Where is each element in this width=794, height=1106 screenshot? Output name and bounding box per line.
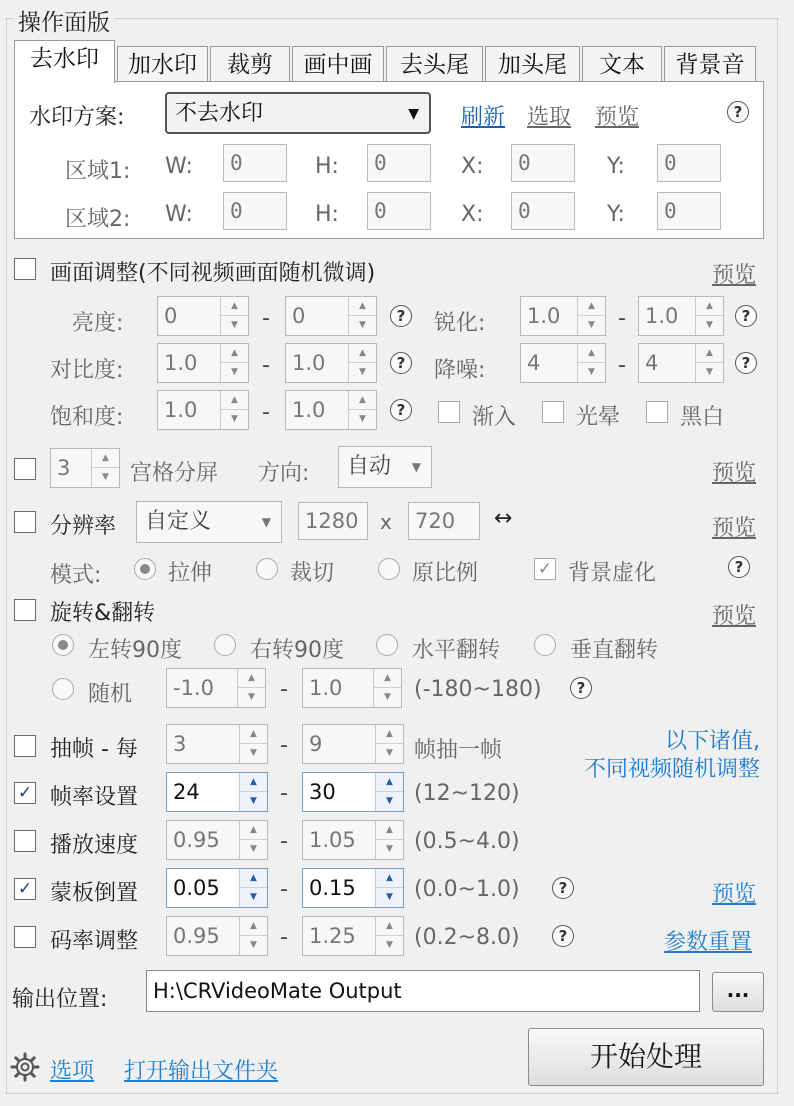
arrow-up-icon[interactable]: ▲ [221, 297, 248, 316]
tab-add-head-tail[interactable]: 加头尾 [485, 46, 580, 82]
denoise-min-spinner[interactable] [520, 343, 606, 383]
select-link[interactable]: 选取 [527, 105, 572, 130]
rotate-right-radio[interactable] [214, 634, 236, 656]
help-icon[interactable]: ? [570, 677, 592, 699]
bitrate-max-value: 1.25 [309, 924, 356, 948]
resolution-height-field[interactable]: 720 [408, 502, 480, 540]
spinner-buttons [375, 917, 403, 955]
grid-split-checkbox[interactable] [14, 458, 36, 480]
mode-stretch-radio[interactable] [134, 558, 156, 580]
chevron-down-icon: ▼ [261, 515, 271, 529]
frame-drop-min-spinner[interactable] [166, 724, 268, 764]
denoise-max-value: 4 [645, 351, 659, 375]
region2-w-label: W: [165, 202, 193, 227]
output-label: 输出位置: [12, 987, 108, 1012]
arrow-down-icon[interactable]: ▼ [376, 792, 403, 811]
spinner-buttons [239, 773, 267, 811]
mask-checkbox[interactable]: ✓ [14, 878, 36, 900]
arrow-down-icon[interactable]: ▼ [359, 414, 366, 424]
watermark-tab-body [14, 81, 764, 239]
framerate-checkbox[interactable]: ✓ [14, 782, 36, 804]
resolution-width-field[interactable]: 1280 [298, 502, 368, 540]
arrow-up-icon[interactable]: ▲ [221, 391, 248, 410]
range-dash: - [280, 925, 288, 950]
contrast-label: 对比度: [50, 358, 124, 383]
spinner-buttons [348, 391, 376, 429]
mask-max-spinner[interactable] [302, 868, 404, 908]
spinner-buttons [91, 449, 119, 487]
mode-crop-label: 裁切 [290, 561, 335, 586]
flip-v-label: 垂直翻转 [570, 638, 659, 663]
arrow-down-icon[interactable]: ▼ [386, 748, 393, 758]
range-dash: - [262, 353, 270, 378]
speed-checkbox[interactable] [14, 830, 36, 852]
region2-x-label: X: [461, 202, 484, 227]
scheme-value: 不去水印 [175, 101, 264, 126]
arrow-up-icon[interactable]: ▲ [349, 297, 376, 316]
spinner-buttons [375, 821, 403, 859]
arrow-up-icon[interactable]: ▲ [221, 344, 248, 363]
region1-label: 区域1: [65, 159, 131, 184]
arrow-down-icon[interactable]: ▼ [386, 940, 393, 950]
framerate-min-spinner[interactable] [166, 772, 268, 812]
picture-adjust-checkbox[interactable] [14, 258, 36, 280]
region2-h-label: H: [315, 202, 339, 227]
framerate-min-value: 24 [173, 780, 200, 804]
brightness-min-spinner[interactable] [157, 296, 249, 336]
direction-value: 自动 [347, 454, 392, 479]
sharpen-min-value: 1.0 [527, 304, 561, 328]
brightness-max-value: 0 [292, 304, 306, 328]
rotate-checkbox[interactable] [14, 599, 36, 621]
arrow-down-icon[interactable]: ▼ [231, 414, 238, 424]
sharpen-max-spinner[interactable] [638, 296, 724, 336]
arrow-up-icon[interactable]: ▲ [349, 391, 376, 410]
brightness-max-spinner[interactable] [285, 296, 377, 336]
arrow-up-icon[interactable]: ▲ [240, 821, 267, 840]
arrow-up-icon[interactable]: ▲ [240, 725, 267, 744]
picture-preview-link[interactable]: 预览 [712, 263, 757, 288]
resolution-preview-link[interactable]: 预览 [712, 516, 757, 541]
range-dash: - [262, 400, 270, 425]
range-dash: - [618, 306, 626, 331]
speed-max-value: 1.05 [309, 828, 356, 852]
spinner-buttons [373, 669, 401, 707]
grid-count-value: 3 [57, 456, 71, 480]
spinner-buttons [375, 725, 403, 763]
spinner-buttons [348, 297, 376, 335]
rotate-label: 旋转&翻转 [50, 601, 156, 626]
help-icon[interactable]: ? [735, 305, 757, 327]
region2-w-field[interactable]: 0 [223, 192, 287, 230]
scheme-label: 水印方案: [29, 105, 125, 130]
chevron-down-icon: ▼ [408, 106, 419, 122]
denoise-max-spinner[interactable] [638, 343, 724, 383]
range-dash: - [262, 306, 270, 331]
tab-text[interactable]: 文本 [582, 46, 662, 82]
arrow-up-icon[interactable]: ▲ [92, 449, 119, 468]
framerate-label: 帧率设置 [50, 785, 139, 810]
arrow-up-icon[interactable]: ▲ [374, 669, 401, 688]
resolution-preset-select[interactable] [136, 501, 282, 543]
mask-min-spinner[interactable] [166, 868, 268, 908]
frame-drop-label: 抽帧 - 每 [50, 737, 138, 762]
flip-h-radio[interactable] [376, 634, 398, 656]
arrow-up-icon[interactable]: ▲ [696, 297, 723, 316]
arrow-down-icon[interactable]: ▼ [588, 367, 595, 377]
grid-count-spinner[interactable] [50, 448, 120, 488]
denoise-label: 降噪: [434, 358, 486, 383]
frame-drop-suffix: 帧抽一帧 [414, 738, 503, 763]
arrow-up-icon[interactable]: ▲ [696, 344, 723, 363]
frame-drop-max-value: 9 [309, 732, 323, 756]
direction-label: 方向: [258, 461, 310, 486]
spinner-buttons [239, 917, 267, 955]
spinner-buttons [577, 297, 605, 335]
mask-min-value: 0.05 [173, 876, 220, 900]
resolution-checkbox[interactable] [14, 511, 36, 533]
arrow-up-icon[interactable]: ▲ [240, 917, 267, 936]
fade-in-label: 渐入 [472, 405, 517, 430]
arrow-up-icon[interactable]: ▲ [376, 869, 403, 888]
brightness-min-value: 0 [164, 304, 178, 328]
rotate-min-value: -1.0 [173, 676, 214, 700]
arrow-down-icon[interactable]: ▼ [376, 888, 403, 907]
spinner-buttons [348, 344, 376, 382]
sharpen-min-spinner[interactable] [520, 296, 606, 336]
saturation-max-value: 1.0 [292, 398, 326, 422]
bitrate-checkbox[interactable] [14, 926, 36, 948]
flip-v-radio[interactable] [534, 634, 556, 656]
saturation-max-spinner[interactable] [285, 390, 377, 430]
blur-bg-checkbox[interactable]: ✓ [534, 558, 556, 580]
rotate-left-radio[interactable] [52, 634, 74, 656]
random-note-line1: 以下诸值, [665, 729, 760, 754]
speed-min-spinner[interactable] [166, 820, 268, 860]
reset-params-link[interactable]: 参数重置 [664, 930, 753, 955]
rotate-min-spinner[interactable] [166, 668, 266, 708]
speed-range-label: (0.5~4.0) [414, 829, 520, 854]
region1-w-field[interactable]: 0 [223, 144, 287, 182]
flip-h-label: 水平翻转 [412, 638, 501, 663]
rotate-preview-link[interactable]: 预览 [712, 604, 757, 629]
spinner-buttons [237, 669, 265, 707]
picture-adjust-label: 画面调整(不同视频画面随机微调) [50, 261, 376, 286]
arrow-up-icon[interactable]: ▲ [578, 344, 605, 363]
spinner-buttons [220, 297, 248, 335]
sharpen-max-value: 1.0 [645, 304, 679, 328]
spinner-buttons [375, 773, 403, 811]
framerate-range-label: (12~120) [414, 781, 520, 806]
grid-preview-link[interactable]: 预览 [712, 461, 757, 486]
tab-trim[interactable]: 去头尾 [386, 46, 483, 82]
region1-x-field[interactable]: 0 [511, 144, 575, 182]
frame-drop-checkbox[interactable] [14, 735, 36, 757]
arrow-up-icon[interactable]: ▲ [238, 669, 265, 688]
fade-in-checkbox[interactable] [438, 401, 460, 423]
spinner-buttons [239, 869, 267, 907]
options-link[interactable]: 选项 [50, 1059, 95, 1084]
arrow-down-icon[interactable]: ▼ [240, 792, 267, 811]
mode-crop-radio[interactable] [256, 558, 278, 580]
region1-y-label: Y: [607, 154, 625, 179]
arrow-up-icon[interactable]: ▲ [240, 773, 267, 792]
saturation-min-value: 1.0 [164, 398, 198, 422]
help-icon[interactable]: ? [390, 352, 412, 374]
spinner-buttons [239, 821, 267, 859]
arrow-down-icon[interactable]: ▼ [359, 320, 366, 330]
tab-pip[interactable]: 画中画 [292, 46, 384, 82]
arrow-up-icon[interactable]: ▲ [376, 725, 403, 744]
arrow-down-icon[interactable]: ▼ [248, 692, 255, 702]
arrow-up-icon[interactable]: ▲ [376, 821, 403, 840]
output-path-field[interactable]: H:\CRVideoMate Output [146, 970, 700, 1012]
swap-icon[interactable]: ↔ [494, 506, 513, 531]
range-dash: - [280, 733, 288, 758]
halo-checkbox[interactable] [542, 401, 564, 423]
framerate-max-value: 30 [309, 780, 336, 804]
region1-h-label: H: [315, 154, 339, 179]
contrast-min-spinner[interactable] [157, 343, 249, 383]
bw-label: 黑白 [680, 405, 725, 430]
bitrate-range-label: (0.2~8.0) [414, 925, 520, 950]
help-icon[interactable]: ? [552, 925, 574, 947]
arrow-up-icon[interactable]: ▲ [376, 773, 403, 792]
range-dash: - [280, 829, 288, 854]
arrow-down-icon[interactable]: ▼ [250, 940, 257, 950]
bitrate-max-spinner[interactable] [302, 916, 404, 956]
frame-drop-max-spinner[interactable] [302, 724, 404, 764]
mask-preview-link[interactable]: 预览 [712, 882, 757, 907]
help-icon[interactable]: ? [390, 305, 412, 327]
random-note [560, 728, 760, 784]
rotate-left-label: 左转90度 [88, 638, 182, 663]
region2-h-field[interactable]: 0 [367, 192, 431, 230]
open-output-folder-link[interactable]: 打开输出文件夹 [124, 1059, 279, 1084]
browse-button[interactable]: ... [712, 972, 764, 1012]
random-note-line2: 不同视频随机调整 [583, 757, 760, 782]
start-button[interactable]: 开始处理 [528, 1028, 764, 1086]
speed-max-spinner[interactable] [302, 820, 404, 860]
help-icon[interactable]: ? [735, 352, 757, 374]
direction-select[interactable] [338, 446, 432, 488]
region1-y-field[interactable]: 0 [657, 144, 721, 182]
speed-label: 播放速度 [50, 833, 139, 858]
region2-x-field[interactable]: 0 [511, 192, 575, 230]
tab-bgm[interactable]: 背景音 [664, 46, 756, 82]
region2-y-field[interactable]: 0 [657, 192, 721, 230]
arrow-down-icon[interactable]: ▼ [588, 320, 595, 330]
arrow-down-icon[interactable]: ▼ [706, 367, 713, 377]
arrow-up-icon[interactable]: ▲ [376, 917, 403, 936]
region1-x-label: X: [461, 154, 484, 179]
saturation-min-spinner[interactable] [157, 390, 249, 430]
arrow-down-icon[interactable]: ▼ [231, 320, 238, 330]
spinner-buttons [220, 344, 248, 382]
arrow-down-icon[interactable]: ▼ [386, 844, 393, 854]
tab-add-watermark[interactable]: 加水印 [117, 46, 208, 82]
rotate-random-label: 随机 [88, 682, 133, 707]
region1-w-label: W: [165, 154, 193, 179]
arrow-down-icon[interactable]: ▼ [102, 472, 109, 482]
region2-y-label: Y: [607, 202, 625, 227]
tab-bar [14, 40, 758, 82]
tab-crop[interactable]: 裁剪 [210, 46, 290, 82]
region1-h-field[interactable]: 0 [367, 144, 431, 182]
mask-range-label: (0.0~1.0) [414, 877, 520, 902]
arrow-up-icon[interactable]: ▲ [240, 869, 267, 888]
mode-label: 模式: [50, 563, 102, 588]
mask-label: 蒙板倒置 [50, 881, 139, 906]
arrow-up-icon[interactable]: ▲ [578, 297, 605, 316]
resolution-label: 分辨率 [50, 514, 117, 539]
arrow-down-icon[interactable]: ▼ [359, 367, 366, 377]
contrast-max-spinner[interactable] [285, 343, 377, 383]
tab-remove-watermark[interactable]: 去水印 [14, 40, 115, 83]
framerate-max-spinner[interactable] [302, 772, 404, 812]
spinner-buttons [577, 344, 605, 382]
gear-icon[interactable] [10, 1052, 40, 1082]
contrast-max-value: 1.0 [292, 351, 326, 375]
rotate-range-label: (-180~180) [414, 677, 542, 702]
mode-ratio-label: 原比例 [412, 561, 479, 586]
mode-stretch-label: 拉伸 [168, 561, 213, 586]
spinner-buttons [695, 297, 723, 335]
panel-title: 操作面版 [14, 4, 114, 37]
arrow-down-icon[interactable]: ▼ [240, 888, 267, 907]
rotate-right-label: 右转90度 [250, 638, 344, 663]
help-icon[interactable]: ? [552, 877, 574, 899]
help-icon[interactable]: ? [390, 399, 412, 421]
refresh-link[interactable]: 刷新 [461, 105, 506, 130]
arrow-down-icon[interactable]: ▼ [706, 320, 713, 330]
spinner-buttons [375, 869, 403, 907]
preview-link[interactable]: 预览 [595, 105, 640, 130]
contrast-min-value: 1.0 [164, 351, 198, 375]
scheme-select[interactable] [165, 92, 431, 134]
rotate-random-radio[interactable] [52, 678, 74, 700]
range-dash: - [280, 677, 288, 702]
saturation-label: 饱和度: [50, 405, 124, 430]
range-dash: - [280, 781, 288, 806]
bitrate-min-value: 0.95 [173, 924, 220, 948]
bitrate-label: 码率调整 [50, 929, 139, 954]
help-icon[interactable]: ? [728, 556, 750, 578]
arrow-down-icon[interactable]: ▼ [250, 844, 257, 854]
resolution-x-label: x [380, 510, 392, 534]
spinner-buttons [220, 391, 248, 429]
chevron-down-icon: ▼ [411, 460, 421, 474]
denoise-min-value: 4 [527, 351, 541, 375]
resolution-preset-value: 自定义 [145, 509, 212, 534]
mask-max-value: 0.15 [309, 876, 356, 900]
bw-checkbox[interactable] [646, 401, 668, 423]
halo-label: 光晕 [576, 405, 621, 430]
region2-label: 区域2: [65, 207, 131, 232]
arrow-down-icon[interactable]: ▼ [231, 367, 238, 377]
frame-drop-min-value: 3 [173, 732, 187, 756]
brightness-label: 亮度: [72, 311, 124, 336]
range-dash: - [280, 877, 288, 902]
bitrate-min-spinner[interactable] [166, 916, 268, 956]
mode-ratio-radio[interactable] [378, 558, 400, 580]
speed-min-value: 0.95 [173, 828, 220, 852]
help-icon[interactable]: ? [727, 101, 749, 123]
rotate-max-spinner[interactable] [302, 668, 402, 708]
blur-bg-label: 背景虚化 [568, 561, 657, 586]
rotate-max-value: 1.0 [309, 676, 343, 700]
range-dash: - [618, 353, 626, 378]
spinner-buttons [695, 344, 723, 382]
arrow-down-icon[interactable]: ▼ [250, 748, 257, 758]
arrow-up-icon[interactable]: ▲ [349, 344, 376, 363]
grid-split-label: 宫格分屏 [130, 461, 219, 486]
arrow-down-icon[interactable]: ▼ [384, 692, 391, 702]
spinner-buttons [239, 725, 267, 763]
sharpen-label: 锐化: [434, 311, 486, 336]
